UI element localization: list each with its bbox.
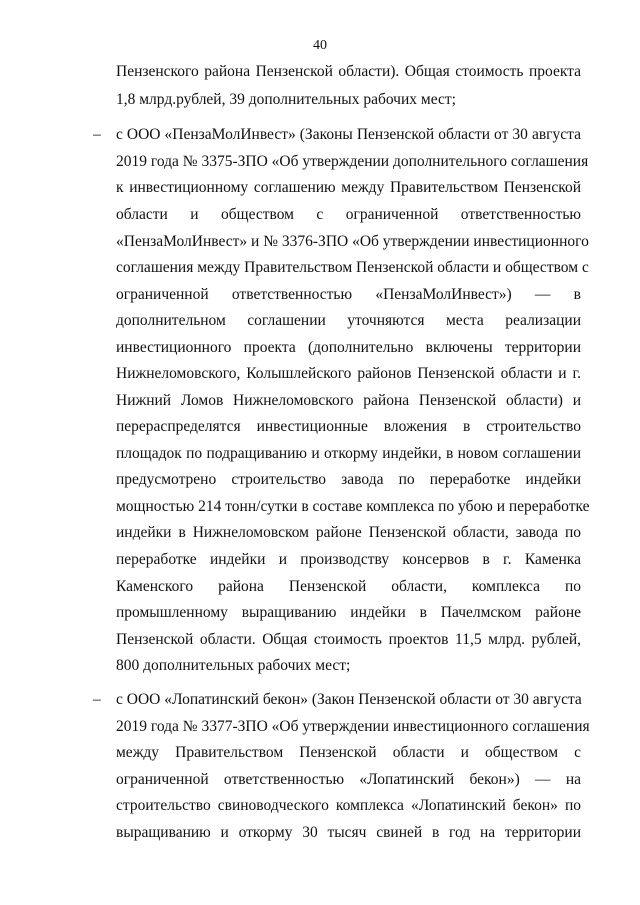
text-line: инвестиционного проекта (дополнительно включены территории — [116, 339, 581, 356]
text-line: 2019 года № 3375-ЗПО «Об утверждении дополнительного соглашения — [116, 153, 589, 170]
text-line: области и обществом с ограниченной ответственностью — [116, 206, 581, 223]
text-line: ограниченной ответственностью «Лопатинский бекон») — на — [116, 771, 581, 788]
text-line: выращиванию и откорму 30 тысяч свиней в год на территории — [116, 824, 581, 841]
text-line: к инвестиционному соглашению между Правительством Пензенской — [116, 179, 581, 196]
list-bullet-dash: – — [93, 691, 101, 708]
page-number: 40 — [313, 38, 327, 53]
list-bullet-dash: – — [93, 126, 101, 143]
text-line: Каменского района Пензенской области, комплекса по — [116, 578, 581, 595]
text-line: 800 дополнительных рабочих мест; — [116, 657, 351, 674]
text-line: предусмотрено строительство завода по переработке индейки — [116, 471, 581, 488]
text-line: переработке индейки и производству консервов в г. Каменка — [116, 551, 581, 568]
text-line: ограниченной ответственностью «ПензаМолИнвест») — в — [116, 286, 581, 303]
text-line: 2019 года № 3377-ЗПО «Об утверждении инвестиционного соглашения — [116, 718, 590, 735]
text-line: Нижнеломовского, Колышлейского районов Пензенской области и г. — [116, 365, 581, 382]
text-line: строительство свиноводческого комплекса «Лопатинский бекон» по — [116, 797, 581, 814]
text-line: соглашения между Правительством Пензенской области и обществом с — [116, 259, 589, 276]
text-line: перераспределятся инвестиционные вложения в строительство — [116, 418, 581, 435]
text-line: площадок по подращиванию и откорму индейки, в новом соглашении — [116, 445, 581, 462]
text-line: Пензенского района Пензенской области). Общая стоимость проекта — [116, 63, 581, 80]
text-line: индейки в Нижнеломовском районе Пензенской области, завода по — [116, 524, 581, 541]
text-line: 1,8 млрд.рублей, 39 дополнительных рабочих мест; — [116, 91, 456, 108]
text-line: с ООО «Лопатинский бекон» (Закон Пензенской области от 30 августа — [116, 691, 582, 708]
text-line: мощностью 214 тонн/сутки в составе комплекса по убою и переработке — [116, 498, 590, 515]
text-line: Нижний Ломов Нижнеломовского района Пензенской области) и — [116, 392, 581, 409]
text-line: между Правительством Пензенской области и обществом с — [116, 744, 581, 761]
text-line: промышленному выращиванию индейки в Пачелмском районе — [116, 604, 581, 621]
text-line: дополнительном соглашении уточняются места реализации — [116, 312, 581, 329]
text-line: Пензенской области. Общая стоимость проектов 11,5 млрд. рублей, — [116, 631, 581, 648]
text-line: «ПензаМолИнвест» и № 3376-ЗПО «Об утверждении инвестиционного — [116, 233, 589, 250]
text-line: с ООО «ПензаМолИнвест» (Законы Пензенской области от 30 августа — [116, 126, 581, 143]
